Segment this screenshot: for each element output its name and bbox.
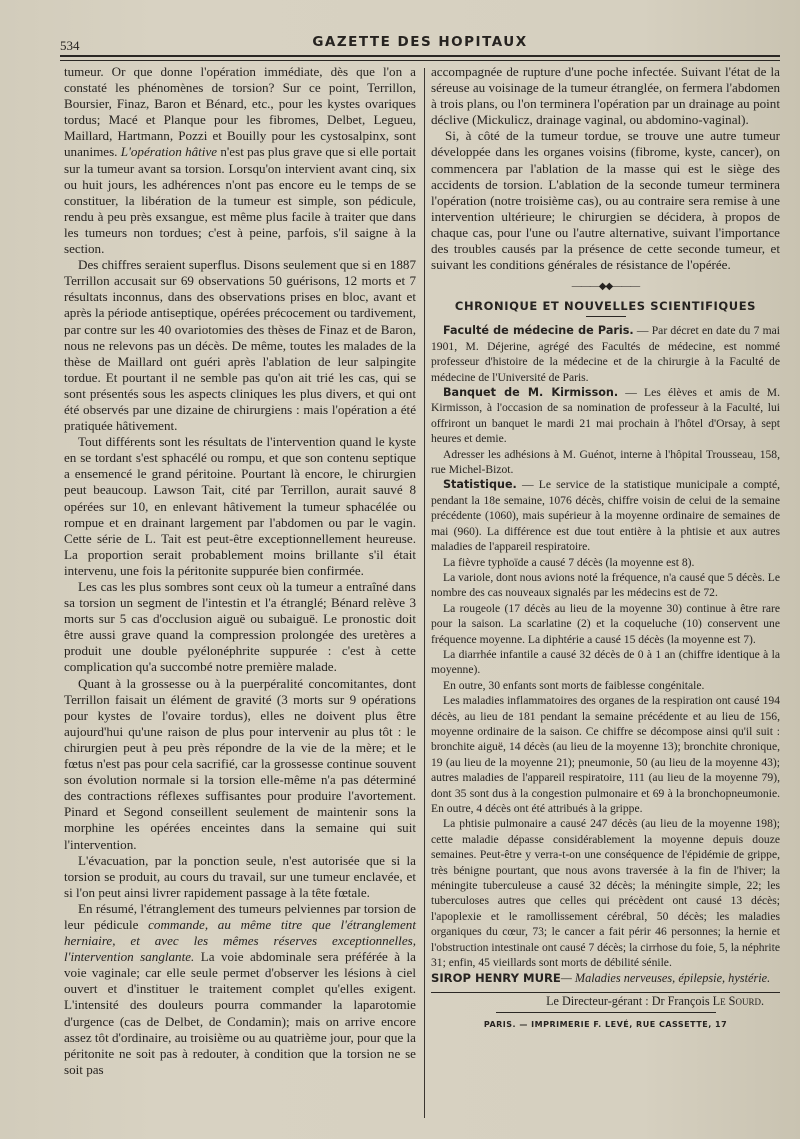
right-column [431,64,780,1033]
news-item: Banquet de M. Kirmisson. — Les élèves et amis de M. Kirmisson, à l'occasion de sa nomination de professeur à la Faculté, lui offriront un banquet le mardi 21 mai prochain à l'hôtel d'Orsay, à sept heures et demie. [431,386,780,446]
paragraph: Des chiffres seraient superflus. Disons seulement que si en 1887 Terrillon accusait sur 69 observations 50 guérisons, 12 morts et 7 résultats inconnus, dans des observations prises en bloc, avant et après la période antiseptique, opérées précocement ou tardivement, par contre sur les 40 ovariotomies des thèses de Finaz et de Baron, nous ne relevons pas un décès. De même, toutes les malades de la thèse de Maillard ont guéri après l'ablation de leur salpingite tordue. Et pourtant il ne semble pas qu'on ait trié les cas, qui se sont présentés sous les aspects cliniques les plus divers, et qui ont été observés par une dizaine de chirurgiens : mais l'opération a été pratiquée hâtivement. [64,257,416,434]
paragraph: Les cas les plus sombres sont ceux où la tumeur a entraîné dans sa torsion un segment de l'intestin et l'a étranglé; Bénard relève 3 morts sur 5 cas d'occlusion aiguë ou subaiguë. Le pronostic doit être aussi grave quand la compression prolongée des uretères a produit une double pyélonéphrite suppurée : c'est à cette complication qu'a succombé notre première malade. [64,579,416,675]
paragraph: Tout différents sont les résultats de l'intervention quand le kyste en se tordant s'est sphacélé ou rompu, et que son contenu septique a ensemencé le grand péritoine. Pourtant là encore, le chirurgien peut beaucoup. Lawson Tait, cité par Terrillon, aurait sauvé 8 opérées sur 10, en enlevant hâtivement la tumeur sphacélée ou rompue et en drainant largement par l'abdomen ou par le vagin. Cette série de L. Tait est peut-être exceptionnellement heureuse. La proportion serait probablement moins brillante s'il était intervenu, une fois la péritonite suppurée bien confirmée. [64,434,416,578]
news-item: La rougeole (17 décès au lieu de la moyenne 30) continue à être rare pour la saison. La scarlatine (2) et la coqueluche (10) conservent une fréquence moyenne. La diphtérie a causé 15 décès (la moyenne est 7). [431,601,780,646]
column-divider [424,68,425,1118]
news-item: Statistique. — Le service de la statistique municipale a compté, pendant la 18e semaine, 1076 décès, chiffre voisin de celui de la semaine précédente (1060), mais supérieur à la moyenne ordinaire de semaines de mai (960). La différence est due tout entière à la phtisie et aux autres maladies de l'appareil respiratoire. [431,478,780,554]
paragraph: L'évacuation, par la ponction seule, n'est autorisée que si la torsion se produit, au cours du travail, sur une tumeur enclavée, et si l'on peut ainsi livrer rapidement passage à la tête fœtale. [64,852,416,900]
news-item: Faculté de médecine de Paris. — Par décret en date du 7 mai 1901, M. Déjerine, agrégé des Facultés de médecine, est nommé professeur d'histoire de la médecine et de la chirurgie à la Faculté de médecine de l'Université de Paris. [431,324,780,384]
page-header [60,30,780,52]
advertisement: SIROP HENRY MURE— Maladies nerveuses, épilepsie, hystérie. [431,971,771,986]
news-item: Adresser les adhésions à M. Guénot, interne à l'hôpital Trousseau, 158, rue Michel-Bizot. [431,447,780,477]
page-number: 534 [60,38,80,53]
paragraph: tumeur. Or que donne l'opération immédiate, dès que l'on a constaté les phénomènes de torsion? Sur ce point, Terrillon, Boursier, Finaz, Baron et Bénard, etc., pour les kystes ovariques tordus; Macé et Planque pour les fibromes, Delbet, Legueu, Maillard, Hartmann, Pozzi et Bouilly pour les cystosalpinx, sont unanimes. L'opération hâtive n'est pas plus grave que si elle portait sur la tumeur avant sa torsion. Lorsqu'on intervient avant cinq, six ou huit jours, les adhérences n'ont pas encore eu le temps de se constituer, la libération de la tumeur est simple, son pédicule, rendu à peu près exsangue, est même plus facile à traiter que dans les tumeurs non tordues; c'est à peine, parfois, s'il saigne à la section. [64,64,416,257]
news-item: La fièvre typhoïde a causé 7 décès (la moyenne est 8). [443,555,695,569]
section-heading: CHRONIQUE ET NOUVELLES SCIENTIFIQUES [454,299,757,314]
news-item: En outre, 30 enfants sont morts de faiblesse congénitale. [443,678,705,692]
paragraph: accompagnée de rupture d'une poche infectée. Suivant l'état de la séreuse au voisinage de la tumeur étranglée, on fermera l'abdomen à trois plans, ou l'on terminera l'opération par un drainage au point déclive (Mickulicz, drainage vaginal, ou abdomino-vaginal). [431,64,780,128]
header-rule-thin [60,60,780,61]
news-item: La diarrhée infantile a causé 32 décès de 0 à 1 an (chiffre identique à la moyenne). [431,647,780,677]
section-rule [586,316,626,317]
director-signature: Le Directeur-gérant : Dr François Le Sourd. [546,993,764,1008]
news-item: La phtisie pulmonaire a causé 247 décès (au lieu de la moyenne 198); cette maladie dépasse considérablement la moyenne depuis douze semaines. Peut-être y verra-t-on une conséquence de l'épidémie de grippe, très bénigne pourtant, que nous avons traversée à la fin de l'hiver; la méningite tuberculeuse a causé 32 décès; la méningite simple, 22; les tuberculoses autres que celles qui précèdent ont causé 13 décès; l'apoplexie et le ramollissement cérébral, 50 décès; les maladies organiques du cœur, 73; le cancer a fait périr 46 personnes; la hernie et l'obstruction intestinale ont causé 7 décès; la cirrhose du foie, 5, la néphrite 31; enfin, 45 vieillards sont morts de débilité sénile. [431,817,780,970]
news-item: La variole, dont nous avions noté la fréquence, n'a causé que 5 décès. Le nombre des cas nouveaux signalés par les médecins est de 72. [431,570,780,600]
news-item: Les maladies inflammatoires des organes de la respiration ont causé 194 décès, au lieu de 181 pendant la semaine précédente et au lieu de 156, moyenne ordinaire de la saison. Ce chiffre se décompose ainsi qu'il suit : bronchite aiguë, 14 décès (au lieu de la moyenne 13); bronchite chronique, 19 (au lieu de la moyenne 21); pneumonie, 50 (au lieu de la moyenne 43); autres maladies de l'appareil respiratoire, 111 (au lieu de la moyenne 79), dont 35 sont dus à la congestion pulmonaire et 69 à la bronchopneumonie. En outre, 4 décès ont été attribués à la grippe. [431,694,780,815]
paragraph: Si, à côté de la tumeur tordue, se trouve une autre tumeur développée dans les organes voisins (fibrome, kyste, cancer), on commencera par l'ablation de la masse qui est le siège des accidents de torsion. L'ablation de la seconde tumeur terminera l'opération (notre troisième cas), ou au contraire sera remise à une intervention ultérieure; le chirurgien se décidera, à propos de chaque cas, pour l'une ou l'autre alternative, suivant l'importance des troubles causés par la présence de cette seconde tumeur, et suivant les conditions générales de résistance de l'opérée. [431,128,780,273]
ornament-separator: ———◆◆——— [571,281,640,293]
paragraph: En résumé, l'étranglement des tumeurs pelviennes par torsion de leur pédicule commande, au même titre que l'étranglement herniaire, et avec les mêmes réserves exceptionnelles, l'intervention sanglante. La voie abdominale sera préférée à la voie vaginale; car elle seule permet d'observer les lésions à ciel ouvert et d'instituer le traitement complet qu'elles exigent. L'intensité des douleurs pourra commander la laparotomie d'urgence (cas de Delbet, de Condamin); mais on arrive encore assez tôt d'ordinaire, au troisième ou au quatrième jour, pour que la péritonite ne soit pas à redouter, à condition que la torsion ne se soit pas [64,900,416,1077]
header-rule [60,55,780,57]
running-title: GAZETTE DES HOPITAUX [312,34,528,50]
printer-imprint: PARIS. — IMPRIMERIE F. LEVÉ, RUE CASSETTE, 17 [483,1019,728,1029]
paragraph: Quant à la grossesse ou à la puerpéralité concomitantes, dont Terrillon faisait un élément de gravité (3 morts sur 9 opérations pour kystes de l'ovaire tordus), elles ne doivent plus être aujourd'hui qu'une raison de plus pour intervenir au plus tôt : le chirurgien peut à peu près répondre de la vie de la mère; et le fœtus n'est pas pour cela sacrifié, car la grossesse continue souvent son évolution normale si la torsion elle-même n'a pas déterminé des contractions réflexes suffisantes pour produire l'avortement. Pinard et Segond conseillent seulement de maintenir sons la morphine les opérées enceintes dans la semaine qui suit l'intervention. [64,675,416,852]
left-column [64,64,416,1078]
news-section [431,323,780,970]
footer-rule [496,1012,716,1013]
